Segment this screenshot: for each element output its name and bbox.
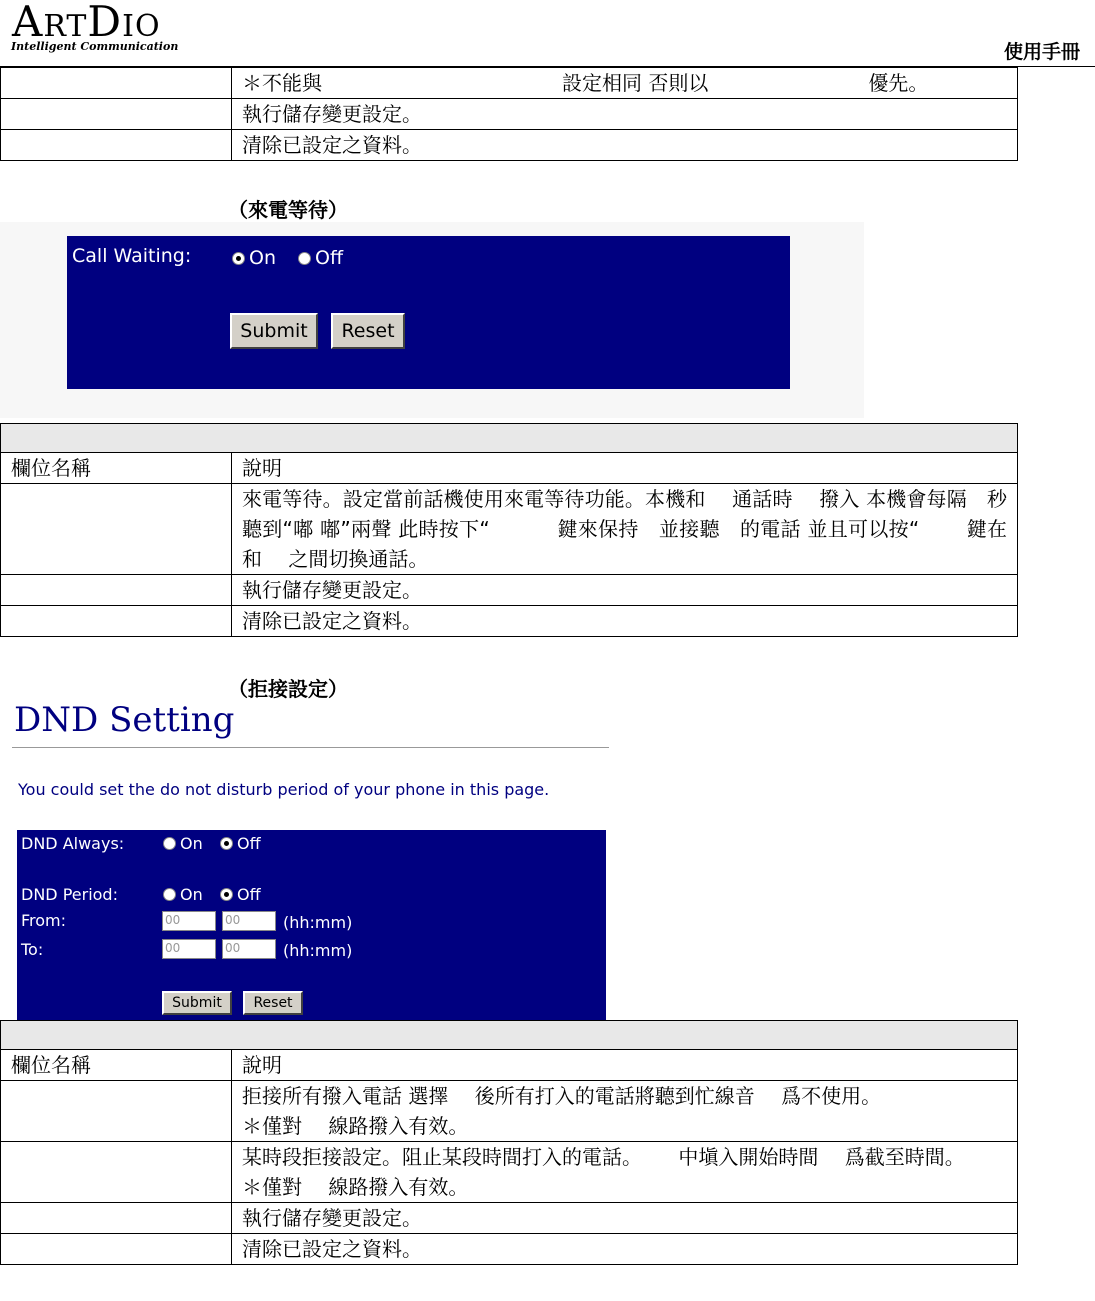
dnd-period-off-option[interactable] <box>220 885 261 904</box>
to-format-label: (hh:mm) <box>283 941 353 960</box>
call-waiting-off-option[interactable] <box>298 247 343 269</box>
radio-selected-icon[interactable] <box>220 837 233 850</box>
on-label: On <box>180 834 203 853</box>
description-cell: 清除已設定之資料。 <box>232 606 1018 637</box>
on-label: On <box>180 885 203 904</box>
description-note: ＊僅對 線路撥入有效。 <box>242 1175 469 1199</box>
off-label: Off <box>237 834 261 853</box>
field-name-cell <box>1 1142 232 1203</box>
description-cell: 執行儲存變更設定。 <box>232 1203 1018 1234</box>
dnd-table <box>0 1020 1018 1265</box>
from-label: From: <box>21 911 67 930</box>
table-row <box>1 1081 1018 1142</box>
radio-on-icon[interactable] <box>232 252 245 265</box>
description-cell <box>232 1081 1018 1142</box>
call-waiting-label: Call Waiting: <box>72 245 192 267</box>
on-label: On <box>249 247 276 269</box>
description-line: 拒接所有撥入電話 選擇 後所有打入的電話將聽到忙線音 爲不使用。 <box>242 1084 882 1108</box>
table-header-row <box>1 1050 1018 1081</box>
field-name-cell <box>1 130 232 161</box>
document-title: 使用手冊 <box>1003 41 1080 63</box>
radio-selected-icon[interactable] <box>220 888 233 901</box>
description-cell: 來電等待。設定當前話機使用來電等待功能。本機和 通話時 撥入 本機會每隔 秒聽到“嘟 嘟”兩聲 此時按下“ 鍵來保持 並接聽 的電話 並且可以按“ 鍵在 和 之間切換通話。 <box>232 484 1018 575</box>
logo-tagline: Intelligent Communication <box>11 40 179 53</box>
description-cell: 清除已設定之資料。 <box>232 1234 1018 1265</box>
field-name-cell <box>1 68 232 99</box>
field-name-cell <box>1 575 232 606</box>
description-header: 說明 <box>232 453 1018 484</box>
table-title-row <box>1 424 1018 453</box>
table-row <box>1 1142 1018 1203</box>
field-name-cell <box>1 1203 232 1234</box>
table-row <box>1 1234 1018 1265</box>
table-row <box>1 606 1018 637</box>
off-label: Off <box>315 247 344 269</box>
dnd-page-title: DND Setting <box>14 700 235 740</box>
dnd-period-on-option[interactable] <box>163 885 203 904</box>
field-name-header: 欄位名稱 <box>1 453 232 484</box>
dnd-title-divider <box>12 747 609 748</box>
field-name-header: 欄位名稱 <box>1 1050 232 1081</box>
description-header: 說明 <box>232 1050 1018 1081</box>
settings-table-top <box>0 67 1018 161</box>
description-note: ＊僅對 線路撥入有效。 <box>242 1114 469 1138</box>
table-title-row <box>1 1021 1018 1050</box>
artdio-logo: ARTDIO <box>12 0 161 46</box>
call-waiting-submit-button[interactable]: Submit <box>230 313 318 349</box>
radio-off-icon[interactable] <box>298 252 311 265</box>
dnd-description: You could set the do not disturb period of your phone in this page. <box>18 780 550 799</box>
description-cell: 執行儲存變更設定。 <box>232 99 1018 130</box>
table-row <box>1 68 1018 99</box>
dnd-reset-button[interactable]: Reset <box>243 991 303 1015</box>
call-waiting-caption: （來電等待） <box>228 198 348 222</box>
call-waiting-panel <box>67 236 790 389</box>
field-name-cell <box>1 484 232 575</box>
dnd-always-off-option[interactable] <box>220 834 261 853</box>
call-waiting-reset-button[interactable]: Reset <box>331 313 405 349</box>
description-cell: ＊不能與 設定相同 否則以 優先。 <box>232 68 1018 99</box>
to-label: To: <box>21 940 44 959</box>
to-minute-input[interactable]: 00 <box>222 939 276 959</box>
radio-off-icon[interactable] <box>163 837 176 850</box>
field-name-cell <box>1 606 232 637</box>
table-row <box>1 575 1018 606</box>
from-minute-input[interactable]: 00 <box>222 911 276 931</box>
table-row <box>1 484 1018 575</box>
call-waiting-on-option[interactable] <box>232 247 276 269</box>
from-hour-input[interactable]: 00 <box>162 911 216 931</box>
radio-off-icon[interactable] <box>163 888 176 901</box>
from-format-label: (hh:mm) <box>283 913 353 932</box>
off-label: Off <box>237 885 261 904</box>
table-row <box>1 1203 1018 1234</box>
dnd-always-on-option[interactable] <box>163 834 203 853</box>
description-cell: 執行儲存變更設定。 <box>232 575 1018 606</box>
table-row <box>1 99 1018 130</box>
dnd-panel <box>17 830 606 1020</box>
call-waiting-table <box>0 423 1034 637</box>
table-row <box>1 130 1018 161</box>
dnd-submit-button[interactable]: Submit <box>162 991 232 1015</box>
dnd-period-label: DND Period: <box>21 885 118 904</box>
field-name-cell <box>1 99 232 130</box>
field-name-cell <box>1 1234 232 1265</box>
description-cell <box>232 1142 1018 1203</box>
dnd-caption: （拒接設定） <box>228 677 348 701</box>
to-hour-input[interactable]: 00 <box>162 939 216 959</box>
dnd-always-label: DND Always: <box>21 834 125 853</box>
table-header-row <box>1 453 1018 484</box>
description-line: 某時段拒接設定。阻止某段時間打入的電話。 中塡入開始時間 爲截至時間。 <box>242 1145 965 1169</box>
field-name-cell <box>1 1081 232 1142</box>
description-cell: 清除已設定之資料。 <box>232 130 1018 161</box>
